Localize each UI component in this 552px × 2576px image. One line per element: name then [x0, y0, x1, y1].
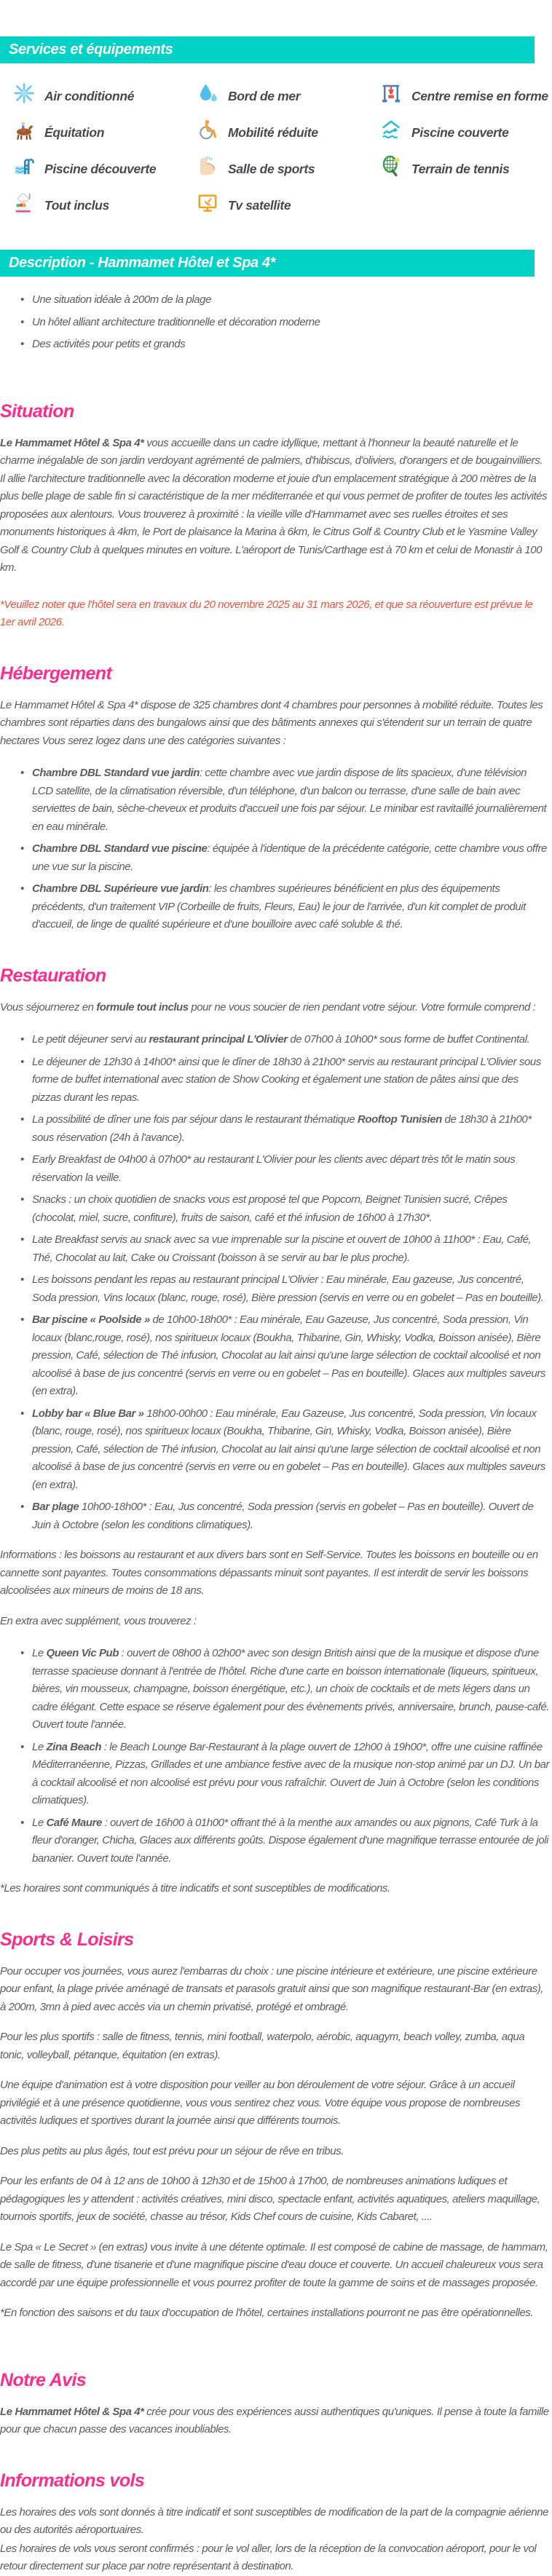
hotel-name-bold: Le Hammamet Hôtel & Spa 4* — [0, 2406, 144, 2418]
service-item-piscine-decouverte — [0, 151, 184, 187]
service-item-centre-remise-en-forme — [367, 78, 550, 114]
highlight-text: Une situation idéale à 200m de la plage — [32, 293, 211, 306]
list-item: • Late Breakfast servis au snack avec sa vue imprenable sur la piscine et ouvert de 10h00 à 11h00* : Eau, Café, Thé, Chocolat au lait, Cake ou Croissant (boisson à se servir au bar le plus proche). — [0, 1231, 550, 1267]
services-title: Services et équipements — [9, 41, 173, 59]
list-item — [0, 314, 550, 332]
service-item-tv-satellite — [184, 187, 367, 224]
list-item: • Les boissons pendant les repas au restaurant principal L'Olivier : Eau minérale, Eau gazeuse, Jus concentré, Soda pression, Vins locaux (blanc, rouge, rosé), Bière pression (servis en verre ou en gobelet – Pas en bouteille). — [0, 1271, 550, 1307]
service-item-air-conditionne — [0, 78, 184, 114]
reduced-mobility-icon — [197, 119, 218, 147]
highlight-text: Des activités pour petits et grands — [32, 338, 185, 350]
drinks-info: Informations : les boissons au restaurant et aux divers bars sont en Self-Service. Toutes les boissons en bouteille ou en cannette sont payantes. Toutes consommations dépassants minuit sont payantes. Il est interdit de servir les boissons alcoolisées aux mineurs de moins de 18 ans. — [0, 1546, 550, 1600]
sports-paragraph: Pour les enfants de 04 à 12 ans de 10h00 à 12h30 et de 15h00 à 17h00, de nombreuses animations ludiques et pédagogiques les y attendent : activités créatives, mini disco, spectacle enfant, activités aquatiques, ateliers maquillage, tournois sportifs, jeux de société, chasse au trésor, Kids Chef cours de cuisine, Kids Cabaret, .... — [0, 2173, 550, 2227]
service-label: Centre remise en forme — [411, 87, 548, 106]
list-item: • La possibilité de dîner une fois par séjour dans le restaurant thématique Rooftop Tunisien de 18h30 à 21h00* sous réservation (24h à l'avance). — [0, 1111, 550, 1147]
all-inclusive-icon — [13, 191, 35, 220]
service-label: Piscine découverte — [44, 160, 156, 178]
restauration-intro: Vous séjournerez en formule tout inclus pour ne vous soucier de rien pendant votre séjour. Votre formule comprend : — [0, 999, 550, 1017]
avis-paragraph: Le Hammamet Hôtel & Spa 4* crée pour vous des expériences aussi authentiques qu'uniques. Il pense à toute la famille pour que chacun passe des vacances inoubliables. — [0, 2403, 550, 2439]
renovation-note: *Veuillez noter que l'hôtel sera en travaux du 20 novembre 2025 au 31 mars 2026, et que sa réouverture est prévue le 1er avril 2026. — [0, 596, 550, 632]
air-conditioning-icon — [13, 82, 35, 111]
schedule-footnote: *Les horaires sont communiqués à titre indicatifs et sont susceptibles de modifications. — [0, 1880, 550, 1898]
service-label: Mobilité réduite — [228, 124, 318, 142]
tennis-court-icon — [380, 155, 402, 183]
room-categories-list — [0, 764, 550, 934]
avis-heading: Notre Avis — [0, 2369, 550, 2391]
vols-paragraph: Les horaires des vols sont donnés à titre indicatif et sont susceptibles de modification de la part de la compagnie aérienne ou des autorités aéroportuaires. — [0, 2504, 550, 2540]
gym-icon — [197, 155, 218, 183]
service-label: Air conditionné — [44, 87, 134, 106]
seaside-icon — [197, 82, 218, 111]
horse-riding-icon — [13, 119, 35, 147]
situation-heading: Situation — [0, 400, 550, 422]
restauration-heading: Restauration — [0, 965, 550, 987]
situation-paragraph: Le Hammamet Hôtel & Spa 4* vous accueille dans un cadre idyllique, mettant à l'honneur la beauté naturelle et le charme inégalable de son jardin verdoyant agrémenté de palmiers, d'hibiscus, d'oliviers, d'orangers et de bougainvilliers. Il allie l'architecture traditionnelle avec la décoration moderne et jouie d'un emplacement stratégique à 200 mètres de la plus belle plage de sable fin si caractéristique de la mer méditerranée et qui vous permet de profiter de toutes les activités proposées aux alentours. Vous trouverez à proximité : la vieille ville d'Hammamet avec ses ruelles étroites et ses monuments historiques à 4km, le Port de plaisance la Marina à 6km, le Citrus Golf & Country Club et le Yasmine Valley Golf & Country Club à quelques minutes en voiture. L'aéroport de Tunis/Carthage est à 70 km et celui de Monastir à 100 km. — [0, 435, 550, 577]
list-item: • Le Café Maure : ouvert de 16h00 à 01h00* offrant thé à la menthe aux amandes ou aux pignons, Café Turk à la fleur d'oranger, Chicha, Glaces aux différents goûts. Dispose également d'une magnifique terrasse entourée de joli bananier. Ouvert toute l'année. — [0, 1814, 550, 1868]
list-item: • Lobby bar « Blue Bar » 18h00-00h00 : Eau minérale, Eau Gazeuse, Jus concentré, Soda pression, Vin locaux (blanc, rouge, rosé), nos spiritueux locaux (Boukha, Thibarine, Gin, Whisky, Vodka, Boisson anisée), Bière pression, Café, sélection de Thé infusion, Chocolat au lait ainsi qu'une large sélection de cocktail alcoolisé et non alcoolisé à base de jus concentré (servis en verre ou en gobelet – Pas en bouteille). Glaces aux multiples saveurs (en extra). — [0, 1405, 550, 1495]
sports-paragraph: Des plus petits au plus âgés, tout est prévu pour un séjour de rêve en tribus. — [0, 2143, 550, 2161]
service-label: Équitation — [44, 124, 104, 142]
list-item: • Early Breakfast de 04h00 à 07h00* au restaurant L'Olivier pour les clients avec départ très tôt le matin sous réservation la veille. — [0, 1151, 550, 1187]
highlight-text: Un hôtel alliant architecture traditionnelle et décoration moderne — [32, 316, 320, 328]
list-item: • Le petit déjeuner servi au restaurant principal L'Olivier de 07h00 à 10h00* sous forme de buffet Continental. — [0, 1031, 550, 1049]
list-item: • Le Zina Beach : le Beach Lounge Bar-Restaurant à la plage ouvert de 12h00 à 19h00*, offre une cuisine raffinée Méditerranéenne, Pizzas, Grillades et une ambiance festive avec de la musique non-stop animé par un DJ. Un bar à cocktail alcoolisé et non alcoolisé est prévu pour vous rafraîchir. Ouvert de Juin à Octobre (selon les conditions climatiques). — [0, 1739, 550, 1810]
list-item: • Snacks : un choix quotidien de snacks vous est proposé tel que Popcorn, Beignet Tunisien sucré, Crêpes (chocolat, miel, sucre, confiture), fruits de saison, café et thé infusion de 16h00 à 17h30*. — [0, 1191, 550, 1227]
list-item — [0, 291, 550, 309]
services-banner — [0, 36, 535, 63]
service-item-tout-inclus — [0, 187, 184, 224]
service-label: Piscine couverte — [411, 124, 509, 142]
list-item: • Chambre DBL Supérieure vue jardin: les chambres supérieures bénéficient en plus des équipements précédents, d'un traitement VIP (Corbeille de fruits, Fleurs, Eau) le jour de l'arrivée, d'un kit complet de produit d'accueil, de linge de qualité supérieure et d'une bouilloire avec café soluble & thé. — [0, 880, 550, 934]
list-item: • Bar plage 10h00-18h00* : Eau, Jus concentré, Soda pression (servis en gobelet – Pas en bouteille). Ouvert de Juin à Octobre (selon les conditions climatiques). — [0, 1498, 550, 1534]
sports-paragraph: Pour occuper vos journées, vous aurez l'embarras du choix : une piscine intérieure et extérieure, une piscine extérieure pour enfant, la plage privée aménagé de transats et parasols gratuit ainsi que son magnifique restaurant-Bar (en extras), à 200m, 3mn à pied avec accès via un chemin privatisé, protégé et ombragé. — [0, 1963, 550, 2017]
service-item-terrain-de-tennis — [367, 151, 550, 187]
meal-plan-list — [0, 1031, 550, 1534]
service-label: Terrain de tennis — [411, 160, 509, 178]
service-item-bord-de-mer — [184, 78, 367, 114]
fitness-center-icon — [380, 82, 402, 111]
list-item: • Le déjeuner de 12h30 à 14h00* ainsi que le dîner de 18h30 à 21h00* servis au restaurant principal L'Olivier sous forme de buffet international avec station de Show Cooking et également une station de pâtes ainsi que des pizzas durant les repas. — [0, 1054, 550, 1107]
list-item: • Bar piscine « Poolside » de 10h00-18h00* : Eau minérale, Eau Gazeuse, Jus concentré, Soda pression, Vin locaux (blanc,rouge, rosé), nos spiritueux locaux (Boukha, Thibarine, Gin, Whisky, Vodka, Boisson anisée), Bière pression, Café, sélection de Thé infusion, Chocolat au lait ainsi qu'une large sélection de cocktail alcoolisé et non alcoolisé à base de jus concentré (servis en verre ou en gobelet – Pas en bouteille). Glaces aux multiples saveurs (en extra). — [0, 1311, 550, 1401]
sports-paragraph: Une équipe d'animation est à votre disposition pour veiller au bon déroulement de votre séjour. Grâce à un accueil privilégié et à une présence quotidienne, vous vous sentirez chez vous. Votre équipe vous propose de nombreuses activités ludiques et sportives durant la journée ainsi que différents tournois. — [0, 2077, 550, 2130]
hebergement-intro: Le Hammamet Hôtel & Spa 4* dispose de 325 chambres dont 4 chambres pour personnes à mobilité réduite. Toutes les chambres sont réparties dans des bungalows ainsi que des bâtiments annexes qui s'étendent sur un terrain de quatre hectares Vous serez logez dans une des catégories suivantes : — [0, 697, 550, 751]
service-label: Bord de mer — [228, 87, 300, 106]
hotel-name-bold: Le Hammamet Hôtel & Spa 4* — [0, 437, 144, 449]
service-item-piscine-couverte — [367, 114, 550, 151]
indoor-pool-icon — [380, 119, 402, 147]
vols-paragraph: Les horaires de vols vous seront confirmés : pour le vol aller, lors de la réception de la convocation aéroport, pour le vol retour directement sur place par notre représentant à destination. — [0, 2540, 550, 2576]
service-label: Tv satellite — [228, 197, 291, 215]
list-item: • Chambre DBL Standard vue piscine: équipée à l'identique de la précédente catégorie, cette chambre vous offre une vue sur la piscine. — [0, 840, 550, 876]
service-item-mobilite-reduite — [184, 114, 367, 151]
sports-paragraph: Pour les plus sportifs : salle de fitness, tennis, mini football, waterpolo, aérobic, aquagym, beach volley, zumba, aqua tonic, volleyball, pétanque, équitation (en extras). — [0, 2028, 550, 2064]
service-item-equitation — [0, 114, 184, 151]
extras-intro: En extra avec supplément, vous trouverez : — [0, 1613, 550, 1631]
service-label: Salle de sports — [228, 160, 315, 178]
list-item: • Chambre DBL Standard vue jardin: cette chambre avec vue jardin dispose de lits spacieux, d'une télévision LCD satellite, de la climatisation réversible, d'un téléphone, d'un balcon ou terrasse, d'une salle de bain avec serviettes de bain, sèche-cheveux et produits d'accueil une fois par séjour. Le minibar est ravitaillé journalièrement en eau minérale. — [0, 764, 550, 836]
description-highlights — [0, 291, 550, 354]
description-banner — [0, 250, 535, 277]
service-label: Tout inclus — [44, 197, 109, 215]
extras-list — [0, 1645, 550, 1868]
hebergement-heading: Hébergement — [0, 663, 550, 684]
sports-heading: Sports & Loisirs — [0, 1929, 550, 1951]
service-item-salle-de-sports — [184, 151, 367, 187]
list-item — [0, 336, 550, 354]
sports-paragraph: Le Spa « Le Secret » (en extras) vous invite à une détente optimale. Il est composé de cabine de massage, de hammam, de salle de fitness, d'une tisanerie et d'une magnifique piscine d'eau douce et couverte. Un accueil chaleureux vous sera accordé par une équipe professionnelle et vous pourrez profiter de toute la gamme de soins et de massages proposée. — [0, 2239, 550, 2293]
season-footnote: *En fonction des saisons et du taux d'occupation de l'hôtel, certaines installations pourront ne pas être opérationnelles. — [0, 2304, 550, 2323]
list-item: • Le Queen Vic Pub : ouvert de 08h00 à 02h00* avec son design British ainsi que de la musique et dispose d'une terrasse spacieuse donnant à l'entrée de l'hôtel. Riche d'une carte en boisson internationale (liqueurs, spiritueux, bières, vin mousseux, champagne, boisson énergétique, etc.), un choix de cocktails et de mets légers dans un cadre élégant. Cette espace se réserve également pour des évènements privés, anniversaire, brunch, pause-café. Ouvert toute l'année. — [0, 1645, 550, 1734]
services-grid — [0, 78, 550, 224]
outdoor-pool-icon — [13, 155, 35, 183]
description-title: Description - Hammamet Hôtel et Spa 4* — [9, 254, 275, 272]
vols-heading: Informations vols — [0, 2470, 550, 2492]
satellite-tv-icon — [197, 191, 218, 220]
